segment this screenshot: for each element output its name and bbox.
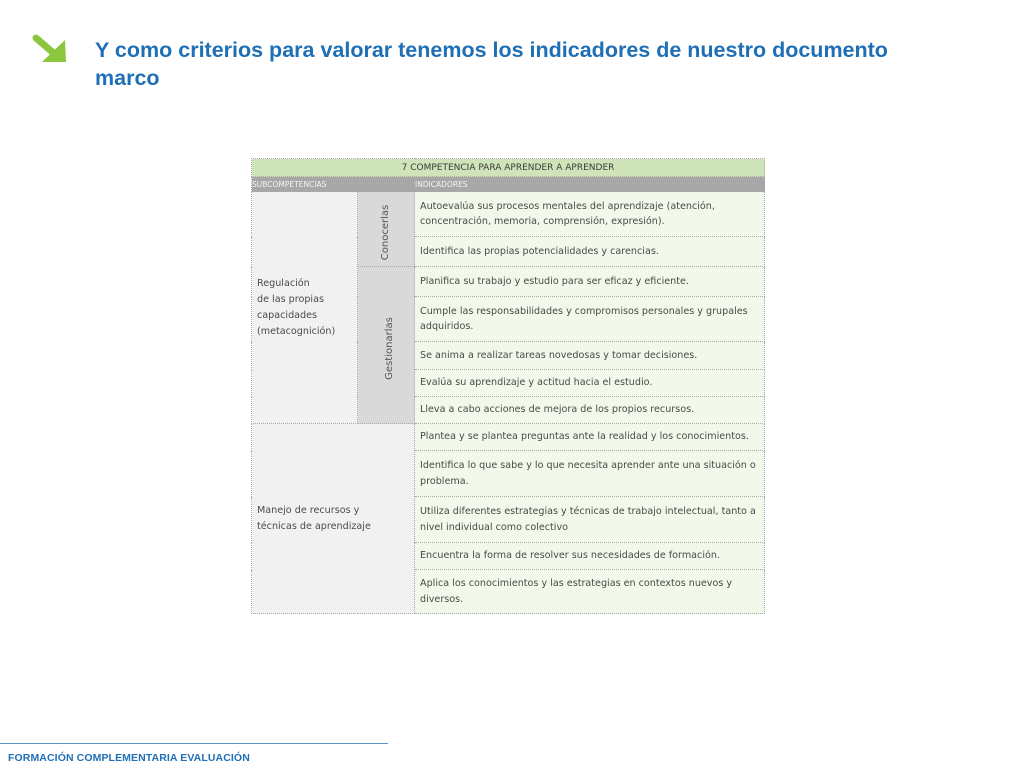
table-row: Lleva a cabo acciones de mejora de los propios recursos. [415,397,765,424]
table-row: Se anima a realizar tareas novedosas y tomar decisiones. [415,342,765,370]
category-label: Conocerlas [380,204,392,260]
table-row: Autoevalúa sus procesos mentales del aprendizaje (atención, concentración, memoria, comprensión, expresión). [415,192,765,237]
category-conocerlas [358,192,415,267]
table-row: Encuentra la forma de resolver sus necesidades de formación. [415,543,765,570]
subcompetencia-manejo: Manejo de recursos y técnicas de aprendizaje [252,424,415,614]
table-row: Aplica los conocimientos y las estrategias en contextos nuevos y diversos. [415,570,765,614]
slide-title: Y como criterios para valorar tenemos los indicadores de nuestro documento marco [95,38,888,90]
competence-table [251,158,764,612]
table-row: Identifica lo que sabe y lo que necesita aprender ante una situación o problema. [415,451,765,497]
header-subcompetencias: SUBCOMPETENCIAS [252,177,415,192]
table-row: Planifica su trabajo y estudio para ser eficaz y eficiente. [415,267,765,297]
category-label: Gestionarlas [383,316,395,380]
footer-divider [0,743,388,744]
arrow-down-right-icon [30,32,70,66]
table-title: 7 COMPETENCIA PARA APRENDER A APRENDER [252,159,765,177]
footer-text: FORMACIÓN COMPLEMENTARIA EVALUACIÓN [8,752,250,764]
subcompetencia-regulacion: Regulación de las propias capacidades (metacognición) [252,192,358,424]
table-row: Plantea y se plantea preguntas ante la realidad y los conocimientos. [415,424,765,451]
table-row: Identifica las propias potencialidades y carencias. [415,237,765,267]
category-gestionarlas [358,267,415,424]
table-row: Utiliza diferentes estrategias y técnicas de trabajo intelectual, tanto a nivel individual como colectivo [415,497,765,543]
table-row: Cumple las responsabilidades y compromisos personales y grupales adquiridos. [415,297,765,342]
table-row: Evalúa su aprendizaje y actitud hacia el estudio. [415,370,765,397]
header-indicadores: INDICADORES [415,177,765,192]
competence-table-grid [251,158,765,614]
